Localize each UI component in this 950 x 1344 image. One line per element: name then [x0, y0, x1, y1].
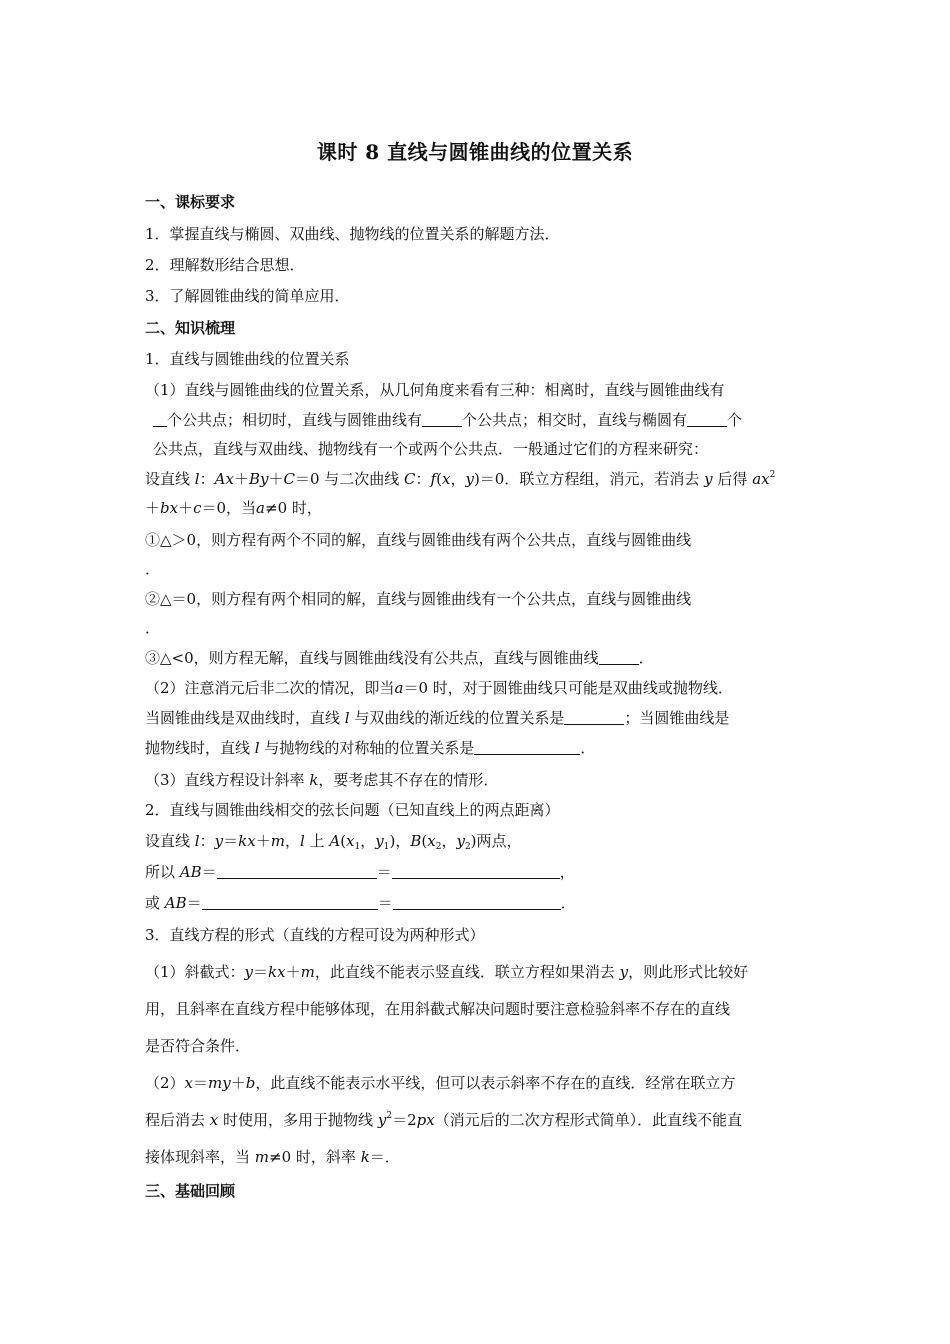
case-line: ①△＞0，则方程有两个不同的解，直线与圆锥曲线有两个公共点，直线与圆锥曲线 — [145, 531, 692, 549]
answer-blank[interactable] — [217, 864, 377, 879]
answer-blank[interactable] — [599, 650, 639, 665]
answer-blank[interactable] — [202, 895, 378, 910]
answer-blank[interactable] — [393, 895, 561, 910]
paragraph-line: 个公共点；相切时，直线与圆锥曲线有 个公共点；相交时，直线与椭圆有 个 — [145, 409, 813, 431]
answer-blank[interactable] — [474, 740, 580, 755]
requirement-item: 3．了解圆锥曲线的简单应用． — [145, 287, 350, 305]
paragraph-line: （1）斜截式：y＝kx＋m，此直线不能表示竖直线．联立方程如果消去 y，则此形式比较好 — [145, 963, 749, 981]
page-title: 课时 8 直线与圆锥曲线的位置关系 — [316, 140, 634, 164]
answer-blank[interactable] — [422, 412, 462, 427]
case-line: ②△＝0，则方程有两个相同的解，直线与圆锥曲线有一个公共点，直线与圆锥曲线 — [145, 590, 692, 608]
paragraph-line: 程后消去 x 时使用，多用于抛物线 $y^2=2px$（消元后的二次方程形式简单）．此直线不能直 — [145, 1111, 743, 1129]
paragraph-line: （2）x＝my＋b，此直线不能表示水平线，但可以表示斜率不存在的直线．经常在联立方 — [145, 1074, 736, 1092]
paragraph-line: （1）直线与圆锥曲线的位置关系，从几何角度来看有三种：相离时，直线与圆锥曲线有 — [145, 381, 725, 399]
paragraph-line: 是否符合条件． — [145, 1037, 251, 1055]
paragraph-line: ＋bx＋c＝0，当a≠0 时， — [145, 499, 322, 517]
case-line: ③△<0，则方程无解，直线与圆锥曲线没有公共点，直线与圆锥曲线 ． — [145, 649, 654, 667]
subsection-title: 2．直线与圆锥曲线相交的弦长问题（已知直线上的两点距离） — [145, 801, 560, 819]
paragraph-line: 当圆锥曲线是双曲线时，直线 l 与双曲线的渐近线的位置关系是 ；当圆锥曲线是 — [145, 709, 730, 727]
paragraph-line: 抛物线时，直线 l 与抛物线的对称轴的位置关系是 ． — [145, 739, 596, 757]
answer-blank[interactable] — [687, 412, 727, 427]
requirement-item: 2．理解数形结合思想． — [145, 256, 305, 274]
answer-blank[interactable] — [153, 412, 167, 427]
section-heading-review: 三、基础回顾 — [145, 1182, 236, 1200]
paragraph-line: （2）注意消元后非二次的情况，即当a＝0 时，对于圆锥曲线只可能是双曲线或抛物线． — [145, 679, 733, 697]
paragraph-line: 接体现斜率，当 m≠0 时，斜率 k＝． — [145, 1148, 400, 1166]
requirement-item: 1．掌握直线与椭圆、双曲线、抛物线的位置关系的解题方法． — [145, 225, 560, 243]
formula-line: 所以 AB＝ ＝ ， — [145, 863, 575, 881]
subsection-title: 1．直线与圆锥曲线的位置关系 — [145, 350, 350, 368]
paragraph-line: 用，且斜率在直线方程中能够体现，在用斜截式解决问题时要注意检验斜率不存在的直线 — [145, 1000, 731, 1018]
paragraph-line: （3）直线方程设计斜率 k，要考虑其不存在的情形． — [145, 771, 499, 789]
answer-blank[interactable] — [392, 864, 560, 879]
answer-blank[interactable] — [564, 710, 624, 725]
paragraph-line: 设直线 l：y＝kx＋m，l 上 $A(x_1$，$y_1$)，$B(x_2$，$y_2$)两点， — [145, 832, 522, 852]
case-line-end: ． — [145, 560, 161, 578]
formula-line: 或 AB＝ ＝ ． — [145, 894, 576, 912]
section-heading-requirements: 一、课标要求 — [145, 193, 236, 211]
subsection-title: 3．直线方程的形式（直线的方程可设为两种形式） — [145, 926, 485, 944]
case-line-end: ． — [145, 619, 161, 637]
paragraph-line: 设直线 l：Ax＋By＋C＝0 与二次曲线 C：f(x，y)＝0．联立方程组，消元，若消去 y 后得 $ax^2$ — [145, 470, 776, 488]
paragraph-line: 公共点，直线与双曲线、抛物线有一个或两个公共点．一般通过它们的方程来研究： — [153, 440, 709, 458]
section-heading-knowledge: 二、知识梳理 — [145, 319, 236, 337]
